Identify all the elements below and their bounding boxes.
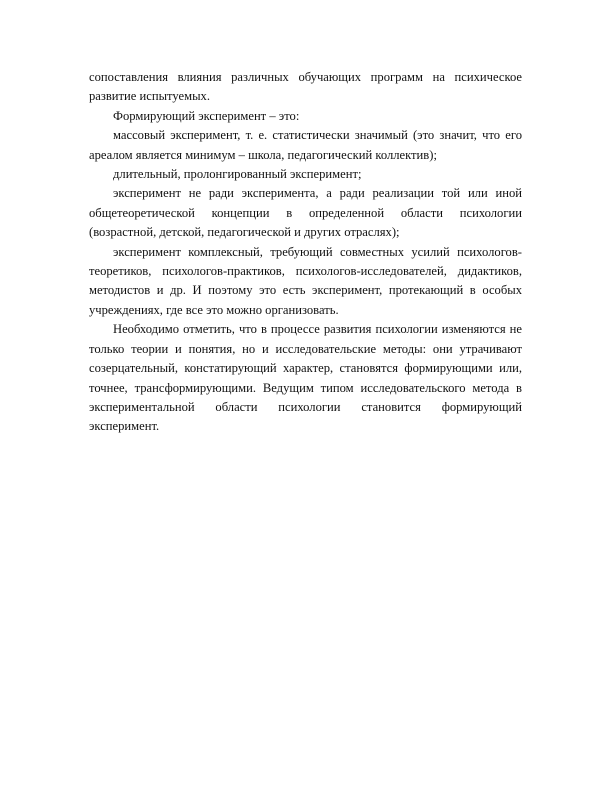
paragraph-continuation: сопоставления влияния различных обучающих программ на психическое развитие испытуемых. [89,70,522,104]
paragraph-theoretical-concept: эксперимент не ради эксперимента, а ради реализации той или иной общетеоретической концепции в определенной области психологии (возрастной, детской, педагогической и других отраслях); [89,186,522,240]
paragraph-conclusion: Необходимо отметить, что в процессе развития психологии изменяются не только теории и понятия, но и исследовательские методы: они утрачивают созерцательный, констатирующий характер, становятся формирующими или, точнее, трансформирующими. Ведущим типом исследовательского метода в экспериментальной области психологии становится формирующий эксперимент. [89,322,522,434]
body-text [89,68,522,437]
paragraph-prolonged-experiment: длительный, пролонгированный эксперимент; [113,167,362,182]
paragraph-mass-experiment: массовый эксперимент, т. е. статистически значимый (это значит, что его ареалом является минимум – школа, педагогический коллектив); [89,128,522,162]
paragraph-definition-heading: Формирующий эксперимент – это: [113,108,300,123]
paragraph-complex-experiment: эксперимент комплексный, требующий совместных усилий психологов-теоретиков, психологов-практиков, психологов-исследователей, дидактиков, методистов и др. И поэтому это есть эксперимент, протекающий в особых учреждениях, где все это можно организовать. [89,244,522,317]
